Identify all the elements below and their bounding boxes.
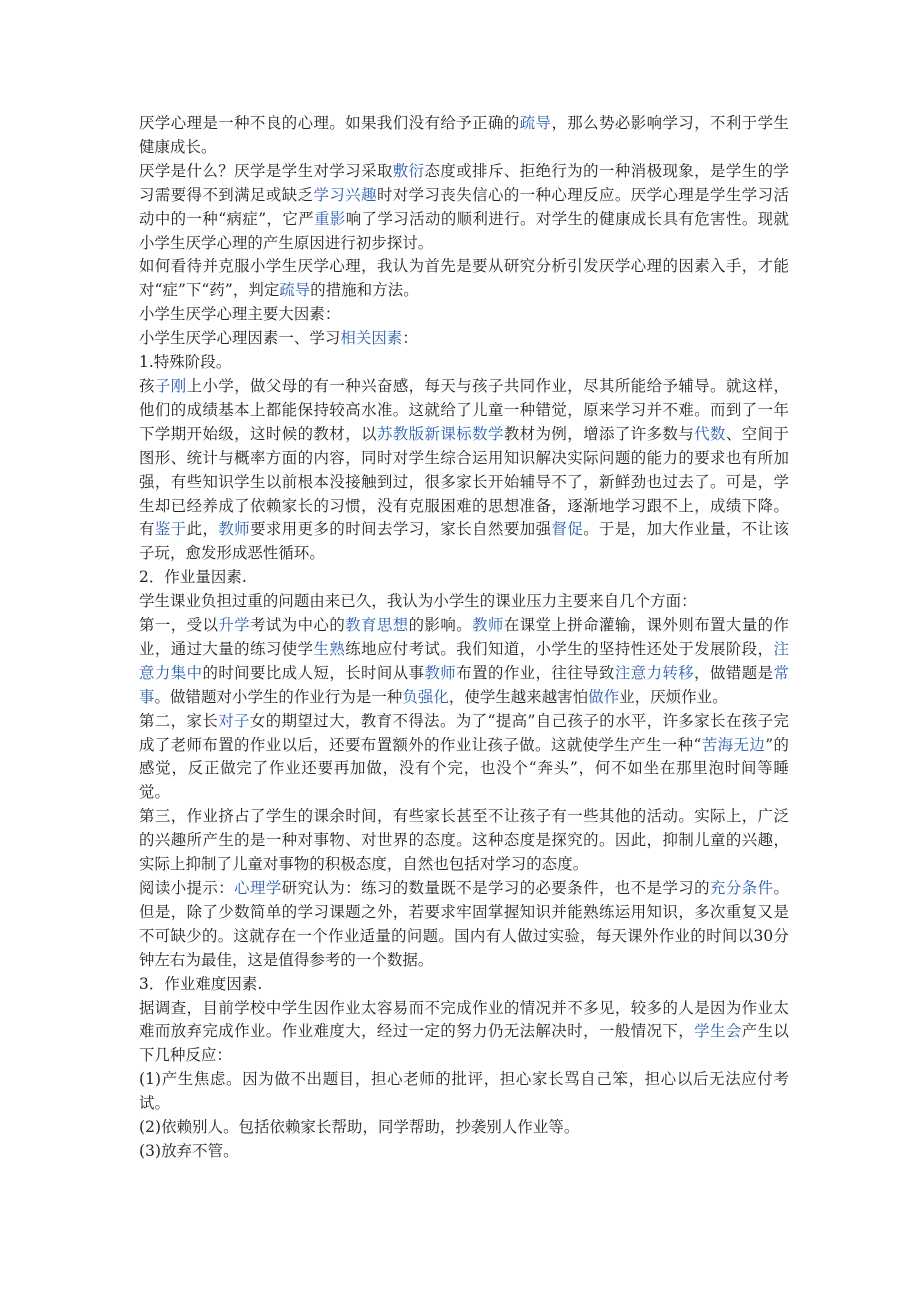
keyword-link[interactable]: 子刚 xyxy=(154,376,187,395)
text-run: 此， xyxy=(186,520,219,539)
paragraph xyxy=(139,997,789,1069)
keyword-link[interactable]: 学习兴趣 xyxy=(313,185,377,204)
text-run: 3．作业难度因素. xyxy=(139,974,263,993)
keyword-link[interactable]: 学生会 xyxy=(694,1022,742,1041)
paragraph xyxy=(139,112,789,160)
keyword-link[interactable]: 注意力转移 xyxy=(614,663,695,682)
text-run: 1.特殊阶段。 xyxy=(139,353,232,372)
text-run: 女的期望过大，教育不得法。为了“提高”自己孩子的水平，许多家长在孩子完成了老师布置的作业以后，还要布置额外的作业让孩子做。这就使学生产生一种“ xyxy=(139,711,789,754)
text-run: 学生课业负担过重的问题由来已久，我认为小学生的课业压力主要来自几个方面： xyxy=(139,592,697,611)
paragraph xyxy=(139,327,789,351)
text-run: 练地应付考试。我们知道，小学生的坚持性还处于发展阶段， xyxy=(345,639,774,658)
keyword-link[interactable]: 疏导 xyxy=(519,114,552,132)
text-run: 如何看待并克服小学生厌学心理，我认为首先是要从研究分析引发厌学心理的因素入手，才能对“症”下“药”，判定 xyxy=(139,257,789,300)
keyword-link[interactable]: 注意力集中 xyxy=(139,639,789,682)
paragraph xyxy=(139,877,789,973)
paragraph xyxy=(139,351,789,375)
keyword-link[interactable]: 督促 xyxy=(551,520,584,539)
text-run: ，那么势必影响学习，不利于学生健康成长。 xyxy=(139,114,789,156)
text-run: 响了学习活动的顺利进行。对学生的健康成长具有危害性。现就小学生厌学心理的产生原因进行初步探讨。 xyxy=(139,209,790,252)
keyword-link[interactable]: 生熟 xyxy=(313,639,346,658)
paragraph xyxy=(139,614,789,710)
keyword-link[interactable]: 心理学 xyxy=(234,879,282,897)
text-run: (2)依赖别人。包括依赖家长帮助，同学帮助，抄袭别人作业等。 xyxy=(139,1118,580,1137)
text-run: 研究认为：练习的数量既不是学习的必要条件，也不是学习的 xyxy=(281,879,711,897)
text-run: 的影响。 xyxy=(408,616,473,635)
text-run: 第一，受以 xyxy=(139,616,219,635)
text-run: 产生以下几种反应： xyxy=(139,1022,789,1065)
text-run: ”的感觉，反正做完了作业还要再加做，没有个完，也没个“奔头”，何不如坐在那里泡时间等睡觉。 xyxy=(139,735,789,802)
keyword-link[interactable]: 重影 xyxy=(314,209,346,228)
paragraph xyxy=(139,375,789,566)
keyword-link[interactable]: 升学 xyxy=(218,616,251,635)
text-run: 阅读小提示： xyxy=(139,879,235,897)
paragraph xyxy=(139,973,789,997)
text-run: 态度或排斥、拒绝行为的一种消极现象，是学生的学习需要得不到满足或缺乏 xyxy=(139,161,789,204)
text-run: 厌学心理是一种不良的心理。如果我们没有给予正确的 xyxy=(139,114,520,132)
text-run: 。于是，加大作业量，不让该子玩，愈发形成恶性循环。 xyxy=(139,520,790,563)
text-run: 的措施和方法。 xyxy=(310,281,419,300)
paragraph xyxy=(139,1068,789,1116)
text-run: 教材为例，增添了许多数与 xyxy=(503,424,695,443)
paragraph xyxy=(139,160,789,256)
text-run: 小学生厌学心理主要大因素： xyxy=(139,305,341,324)
keyword-link[interactable]: 常事 xyxy=(139,663,789,706)
text-run: (1)产生焦虑。因为做不出题目，担心老师的批评，担心家长骂自己笨，担心以后无法应付考试。 xyxy=(139,1070,789,1113)
text-run: 的时间要比成人短，长时间从事 xyxy=(202,663,425,682)
keyword-link[interactable]: 负强化 xyxy=(402,687,449,706)
keyword-link[interactable]: 教育思想 xyxy=(345,616,409,635)
text-run: 2．作业量因素. xyxy=(139,568,247,587)
text-run: 布置的作业，往往导致 xyxy=(456,663,615,682)
text-run: 业，厌烦作业。 xyxy=(619,687,728,706)
keyword-link[interactable]: 敷衍 xyxy=(392,161,425,180)
text-run: 时对学习丧失信心的一种心理反应。厌学心理是学生学习活动中的一种“病症”，它严 xyxy=(139,185,789,228)
paragraph xyxy=(139,710,789,806)
text-run: 厌学是什么？厌学是学生对学习采取 xyxy=(139,161,393,180)
keyword-link[interactable]: 代数 xyxy=(694,424,726,443)
text-run: 、空间于图形、统计与概率方面的内容，同时对学生综合运用知识解决实际问题的能力的要求也有所加强，有些知识学生以前根本没接触到过，很多家长开始辅导不了，新鲜劲也过去了。可是，学生却已经养成了依赖家长的习惯，没有克服困难的思想准备，逐渐地学习跟不上，成绩下降。有 xyxy=(139,424,789,539)
keyword-link[interactable]: 做作 xyxy=(588,687,620,706)
keyword-link[interactable]: 苏教版新课标数学 xyxy=(376,424,504,443)
paragraph xyxy=(139,805,789,877)
text-run: 。做错题对小学生的作业行为是一种 xyxy=(154,687,403,706)
keyword-link[interactable]: 苦海无边 xyxy=(701,735,766,754)
keyword-link[interactable]: 相关因素 xyxy=(340,329,403,348)
text-run: ，做错题是 xyxy=(694,663,774,682)
keyword-link[interactable]: 教师 xyxy=(472,616,504,635)
text-run: 第三，作业挤占了学生的课余时间，有些家长甚至不让孩子有一些其他的活动。实际上，广泛的兴趣所产生的是一种对事物、对世界的态度。这种态度是探究的。因此，抑制儿童的兴趣，实际上抑制了儿童对事物的积极态度，自然也包括对学习的态度。 xyxy=(139,807,789,874)
paragraph xyxy=(139,255,789,303)
text-run: 考试为中心的 xyxy=(250,616,346,635)
text-run: 在课堂上拼命灌输，课外则布置大量的作业，通过大量的练习使学 xyxy=(139,616,789,658)
text-run: 据调查，目前学校中学生因作业太容易而不完成作业的情况并不多见，较多的人是因为作业太难而放弃完成作业。作业难度大，经过一定的努力仍无法解决时，一般情况下， xyxy=(139,998,789,1041)
text-run: 。但是，除了少数简单的学习课题之外，若要求牢固掌握知识并能熟练运用知识，多次重复又是不可缺少的。这就存在一个作业适量的问题。国内有人做过实验，每天课外作业的时间以30分钟左右为最佳，这是值得参考的一个数据。 xyxy=(139,879,789,969)
text-run: (3)放弃不管。 xyxy=(139,1141,239,1160)
text-run: 小学生厌学心理因素一、学习 xyxy=(139,329,341,348)
text-run: 上小学，做父母的有一种兴奋感，每天与孩子共同作业，尽其所能给予辅导。就这样，他们的成绩基本上都能保持较高水准。这就给了儿童一种错觉，原来学习并不难。而到了一年下学期开始级，这时候的教材，以 xyxy=(139,376,789,443)
paragraph xyxy=(139,303,789,327)
keyword-link[interactable]: 教师 xyxy=(218,520,251,539)
keyword-link[interactable]: 充分条件 xyxy=(710,879,774,897)
keyword-link[interactable]: 教师 xyxy=(424,663,457,682)
keyword-link[interactable]: 疏导 xyxy=(279,281,311,300)
paragraph xyxy=(139,566,789,590)
keyword-link[interactable]: 鉴于 xyxy=(154,520,187,539)
document-body xyxy=(139,112,789,1164)
keyword-link[interactable]: 对子 xyxy=(218,711,250,730)
paragraph xyxy=(139,590,789,614)
text-run: ，使学生越来越害怕 xyxy=(448,687,589,706)
text-run: 孩 xyxy=(139,376,155,395)
text-run: 要求用更多的时间去学习，家长自然要加强 xyxy=(250,520,552,539)
paragraph xyxy=(139,1116,789,1140)
text-run: ： xyxy=(402,329,418,348)
text-run: 第二，家长 xyxy=(139,711,219,730)
paragraph xyxy=(139,1140,789,1164)
